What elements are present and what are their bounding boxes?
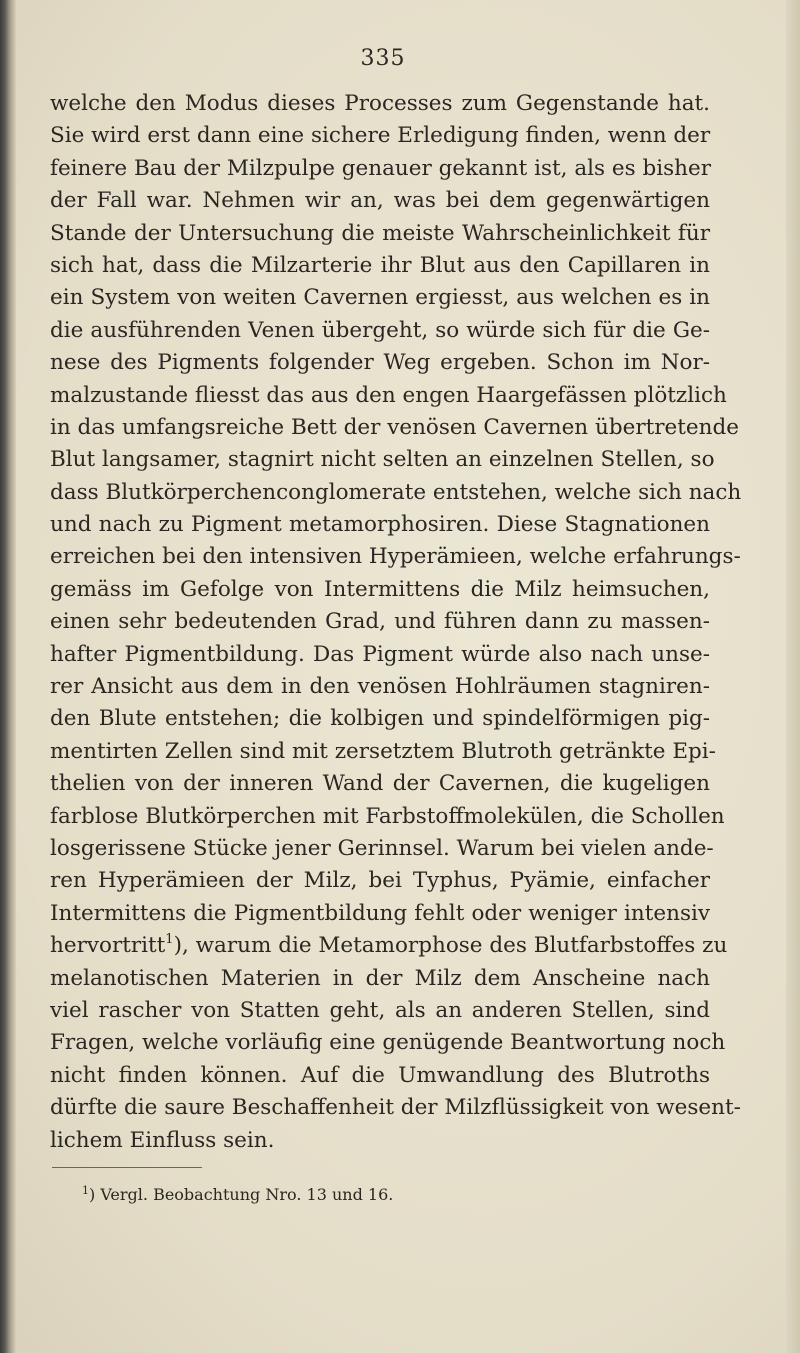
footnote-divider bbox=[52, 1167, 202, 1168]
footnote-reference[interactable]: 1 bbox=[165, 932, 174, 948]
text-line: Blut langsamer, stagnirt nicht selten an einzelnen Stellen, so bbox=[50, 447, 715, 473]
text-line: den Blute entstehen; die kolbigen und spindelförmigen pig- bbox=[50, 706, 710, 732]
text-line: losgerissene Stücke jener Gerinnsel. Warum bei vielen ande- bbox=[50, 835, 714, 861]
text-line: lichem Einfluss sein. bbox=[50, 1127, 275, 1153]
binding-edge bbox=[0, 0, 16, 1353]
footnote-marker: 1 bbox=[82, 1184, 89, 1197]
page-edge bbox=[786, 0, 800, 1353]
text-line: dürfte die saure Beschaffenheit der Milzflüssigkeit von wesent- bbox=[50, 1095, 741, 1121]
text-line: Sie wird erst dann eine sichere Erledigung finden, wenn der bbox=[50, 123, 711, 149]
text-line: malzustande fliesst das aus den engen Haargefässen plötzlich bbox=[50, 382, 727, 408]
text-line: Fragen, welche vorläufig eine genügende Beantwortung noch bbox=[50, 1030, 726, 1056]
text-line: ein System von weiten Cavernen ergiesst, aus welchen es in bbox=[50, 285, 710, 311]
body-text bbox=[50, 88, 742, 1157]
text-line: viel rascher von Statten geht, als an anderen Stellen, sind bbox=[50, 997, 710, 1023]
text-line: sich hat, dass die Milzarterie ihr Blut aus den Capillaren in bbox=[50, 252, 710, 278]
text-line: der Fall war. Nehmen wir an, was bei dem gegenwärtigen bbox=[50, 188, 710, 214]
text-line: nicht finden können. Auf die Umwandlung des Blutroths bbox=[50, 1062, 710, 1088]
text-line: feinere Bau der Milzpulpe genauer gekannt ist, als es bisher bbox=[50, 155, 711, 181]
text-line: melanotischen Materien in der Milz dem Anscheine nach bbox=[50, 965, 710, 991]
text-line: ren Hyperämieen der Milz, bei Typhus, Pyämie, einfacher bbox=[50, 868, 710, 894]
text-line: die ausführenden Venen übergeht, so würde sich für die Ge- bbox=[50, 317, 710, 343]
text-line: Stande der Untersuchung die meiste Wahrscheinlichkeit für bbox=[50, 220, 710, 246]
text-line: welche den Modus dieses Processes zum Gegenstande hat. bbox=[50, 91, 710, 116]
text-line: rer Ansicht aus dem in den venösen Hohlräumen stagniren- bbox=[50, 674, 710, 700]
page-number: 335 bbox=[360, 46, 406, 71]
text-line: gemäss im Gefolge von Intermittens die Milz heimsuchen, bbox=[50, 576, 710, 602]
text-line: hafter Pigmentbildung. Das Pigment würde also nach unse- bbox=[50, 641, 710, 667]
text-fragment: hervortritt bbox=[50, 933, 166, 959]
text-line: erreichen bei den intensiven Hyperämieen, welche erfahrungs- bbox=[50, 544, 741, 570]
text-line: und nach zu Pigment metamorphosiren. Diese Stagnationen bbox=[50, 512, 710, 538]
footnote bbox=[82, 1184, 393, 1208]
text-line: mentirten Zellen sind mit zersetztem Blutroth getränkte Epi- bbox=[50, 738, 716, 764]
text-line: thelien von der inneren Wand der Cavernen, die kugeligen bbox=[50, 771, 710, 797]
text-line: nese des Pigments folgender Weg ergeben. Schon im Nor- bbox=[50, 350, 710, 376]
footnote-text: ) Vergl. Beobachtung Nro. 13 und 16. bbox=[89, 1185, 394, 1204]
text-line: in das umfangsreiche Bett der venösen Cavernen übertretende bbox=[50, 414, 739, 440]
text-line: Intermittens die Pigmentbildung fehlt oder weniger intensiv bbox=[50, 900, 710, 926]
text-line-with-footnote-ref bbox=[50, 930, 728, 962]
text-fragment: ), warum die Metamorphose des Blutfarbstoffes zu bbox=[173, 933, 728, 959]
text-line: dass Blutkörperchenconglomerate entstehen, welche sich nach bbox=[50, 479, 742, 505]
text-line: farblose Blutkörperchen mit Farbstoffmolekülen, die Schollen bbox=[50, 803, 725, 829]
text-line: einen sehr bedeutenden Grad, und führen dann zu massen- bbox=[50, 609, 710, 635]
